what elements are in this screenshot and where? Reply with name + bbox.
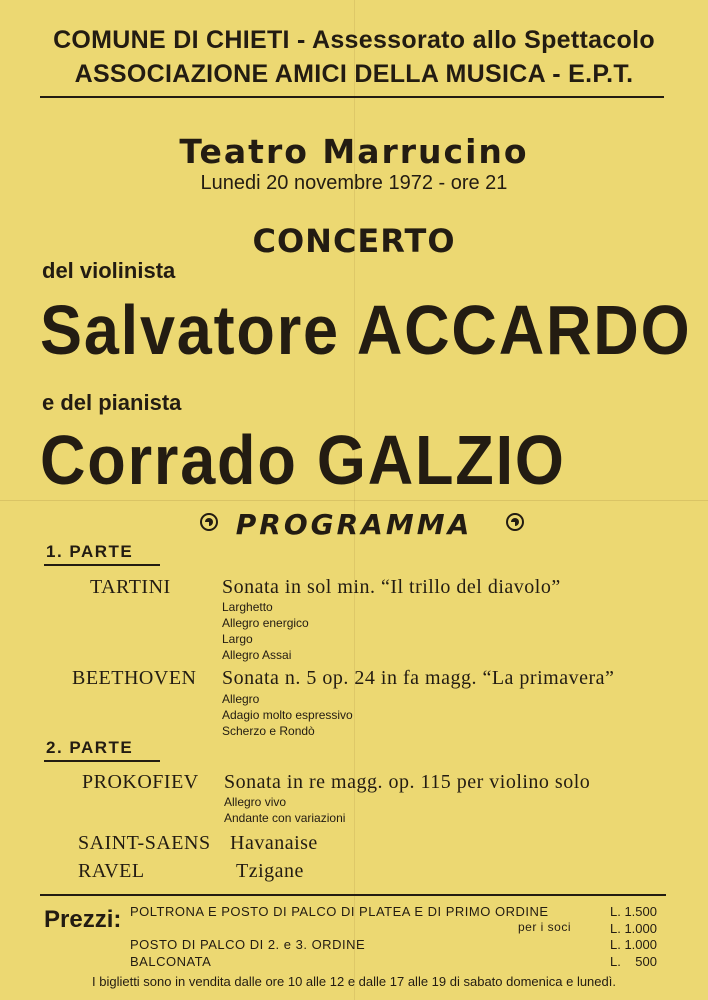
movement: Allegro Assai xyxy=(222,648,292,662)
movement: Scherzo e Rondò xyxy=(222,724,315,738)
header-rule xyxy=(40,96,664,98)
work-beethoven: Sonata n. 5 op. 24 in fa magg. “La primavera” xyxy=(222,667,615,689)
programma-heading: PROGRAMMA xyxy=(235,508,473,541)
pianist-name: Corrado GALZIO xyxy=(40,421,566,499)
work-prokofiev: Sonata in re magg. op. 115 per violino solo xyxy=(224,771,591,793)
violinist-name: Salvatore ACCARDO xyxy=(40,291,692,369)
movement: Allegro vivo xyxy=(224,795,287,809)
header-line-2: ASSOCIAZIONE AMICI DELLA MUSICA - E.P.T. xyxy=(74,60,634,88)
pianist-intro: e del pianista xyxy=(42,390,182,415)
movement: Larghetto xyxy=(222,600,273,614)
prices-label: Prezzi: xyxy=(44,906,122,933)
price-row-text: per i soci xyxy=(518,920,572,934)
part2-title: 2. PARTE xyxy=(46,738,134,757)
price-row-text: POLTRONA E POSTO DI PALCO DI PLATEA E DI PRIMO ORDINE xyxy=(130,904,549,919)
composer-ravel: RAVEL xyxy=(78,860,145,882)
part1-underline xyxy=(44,564,160,566)
composer-saint-saens: SAINT-SAENS xyxy=(78,832,211,854)
price-row-text: BALCONATA xyxy=(130,954,212,969)
price-row-value: L. 1.000 xyxy=(610,921,657,936)
work-ravel: Tzigane xyxy=(236,860,304,882)
price-row-value: L. 1.500 xyxy=(610,904,657,919)
composer-tartini: TARTINI xyxy=(90,576,171,598)
header-line-1: COMUNE DI CHIETI - Assessorato allo Spettacolo xyxy=(53,26,655,54)
movement: Allegro xyxy=(222,692,260,706)
price-row-value: L. 500 xyxy=(610,954,657,969)
movement: Adagio molto espressivo xyxy=(222,708,353,722)
movement: Largo xyxy=(222,632,253,646)
composer-beethoven: BEETHOVEN xyxy=(72,667,197,689)
price-row-value: L. 1.000 xyxy=(610,937,657,952)
concert-date: Lunedi 20 novembre 1972 - ore 21 xyxy=(200,172,508,194)
part1-title: 1. PARTE xyxy=(46,542,134,561)
ornament-right-icon xyxy=(506,513,524,531)
movement: Allegro energico xyxy=(222,616,309,630)
part2-underline xyxy=(44,760,160,762)
price-row-text: POSTO DI PALCO DI 2. e 3. ORDINE xyxy=(130,937,366,952)
violinist-intro: del violinista xyxy=(42,258,176,283)
movement: Andante con variazioni xyxy=(224,811,346,825)
composer-prokofiev: PROKOFIEV xyxy=(82,771,199,793)
venue-title: Teatro Marrucino xyxy=(179,132,529,171)
work-saint-saens: Havanaise xyxy=(230,832,318,854)
prices-rule xyxy=(40,894,666,896)
concerto-heading: CONCERTO xyxy=(252,222,456,260)
work-tartini: Sonata in sol min. “Il trillo del diavolo” xyxy=(222,576,561,598)
ticket-sales-note: I biglietti sono in vendita dalle ore 10 alle 12 e dalle 17 alle 19 di sabato domenica e lunedì. xyxy=(92,974,616,989)
